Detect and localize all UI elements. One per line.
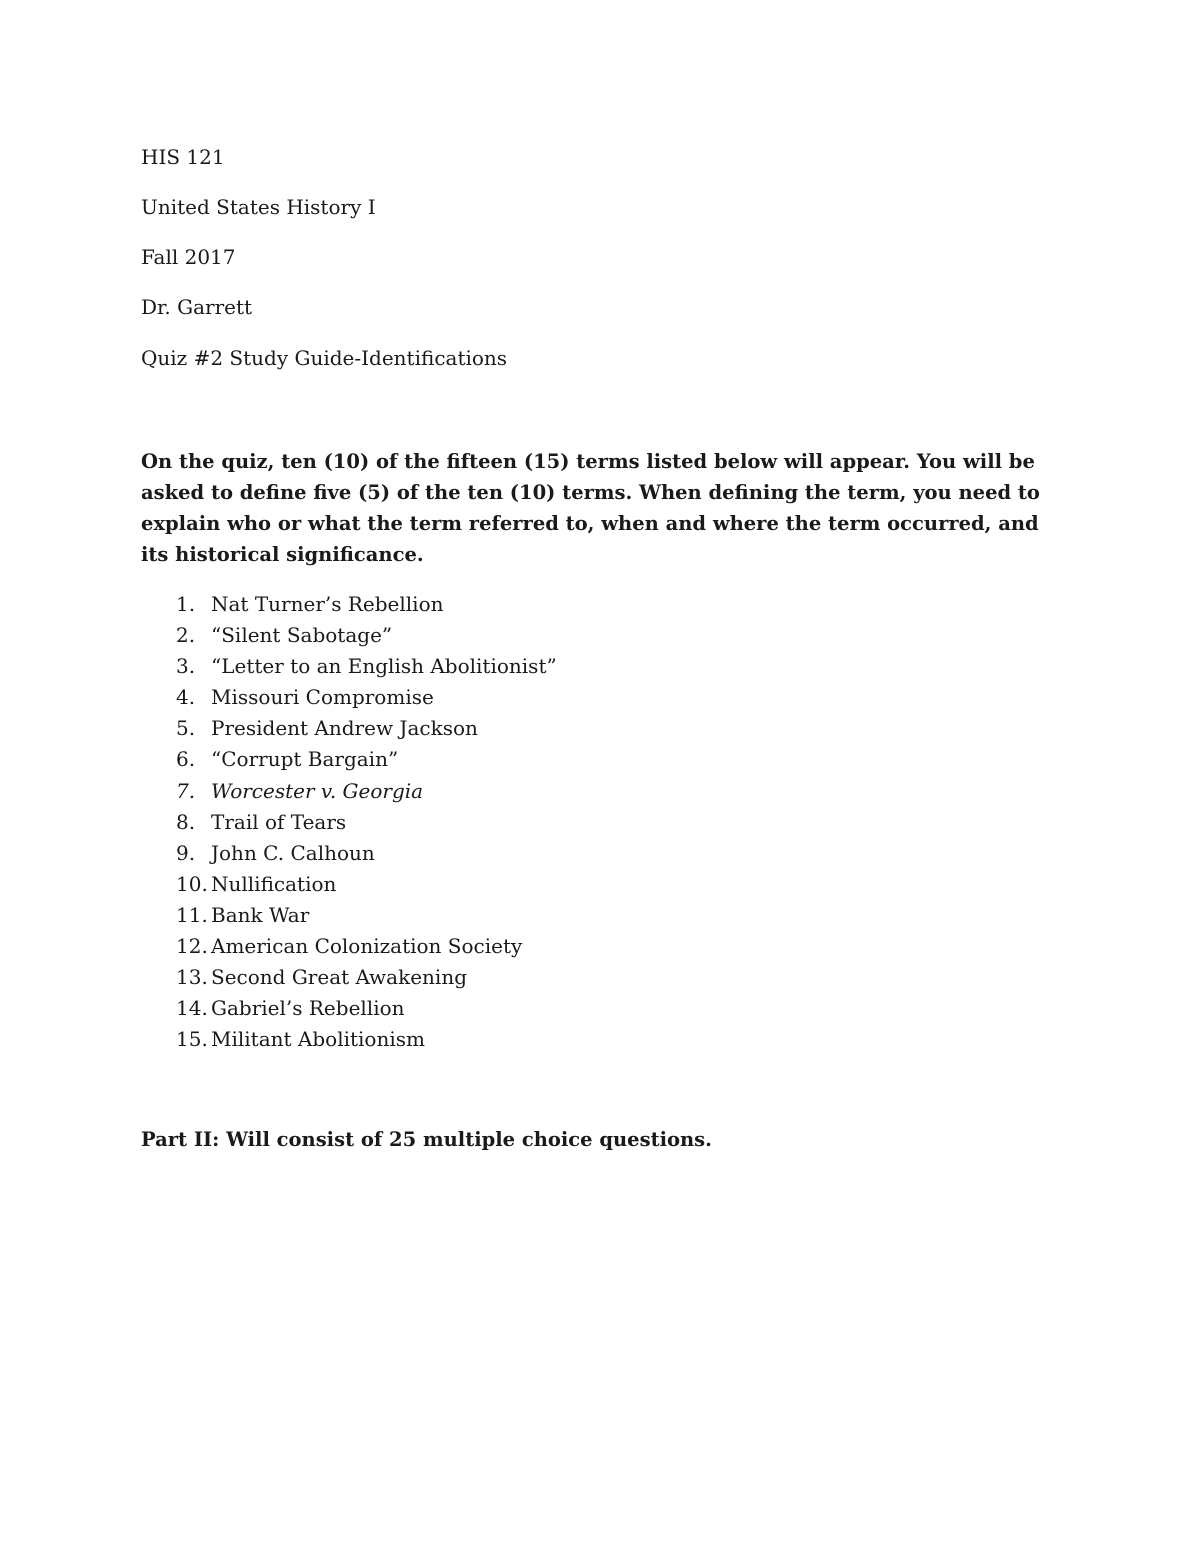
list-item-number: 3. <box>176 654 196 679</box>
list-item-label: Nullification <box>211 871 337 896</box>
list-item-number: 13. <box>176 965 208 990</box>
list-item-number: 6. <box>176 747 196 772</box>
list-item-number: 5. <box>176 716 196 741</box>
list-item-label: “Corrupt Bargain” <box>211 747 399 772</box>
document-title: Quiz #2 Study Guide-Identifications <box>141 346 508 370</box>
list-item-label: Worcester v. Georgia <box>211 778 424 803</box>
list-item-label: Militant Abolitionism <box>211 1027 425 1052</box>
list-item-number: 7. <box>176 778 196 803</box>
list-item-label: Trail of Tears <box>211 809 347 834</box>
part-two-note: Part II: Will consist of 25 multiple choice questions. <box>141 1128 712 1151</box>
list-item-label: “Letter to an English Abolitionist” <box>211 654 557 679</box>
list-item-number: 12. <box>176 934 208 959</box>
semester: Fall 2017 <box>141 245 236 269</box>
list-item-label: President Andrew Jackson <box>211 716 478 741</box>
list-item-number: 10. <box>176 871 208 896</box>
course-code: HIS 121 <box>141 145 225 169</box>
list-item-number: 11. <box>176 902 208 927</box>
list-item-number: 8. <box>176 809 196 834</box>
list-item-label: Bank War <box>211 902 310 927</box>
quiz-instructions: On the quiz, ten (10) of the fifteen (15) terms listed below will appear. You will be asked to define five (5) of the ten (10) terms. When defining the term, you need to explain who or what the term referred to, when and where the term occurred, and its historical significance. <box>141 450 1040 566</box>
instructor-name: Dr. Garrett <box>141 295 253 319</box>
list-item-number: 15. <box>176 1027 208 1052</box>
list-item-label: John C. Calhoun <box>211 840 375 865</box>
list-item-label: American Colonization Society <box>211 934 523 959</box>
list-item-number: 1. <box>176 592 196 616</box>
course-title: United States History I <box>141 195 376 219</box>
list-item-number: 2. <box>176 623 196 648</box>
list-item-label: Second Great Awakening <box>211 965 468 990</box>
list-item-label: Missouri Compromise <box>211 685 434 710</box>
list-item-label: “Silent Sabotage” <box>211 623 393 648</box>
list-item-number: 9. <box>176 840 196 865</box>
list-item-label: Nat Turner’s Rebellion <box>211 592 444 616</box>
list-item-number: 14. <box>176 996 208 1021</box>
list-item-number: 4. <box>176 685 196 710</box>
list-item-label: Gabriel’s Rebellion <box>211 996 405 1021</box>
